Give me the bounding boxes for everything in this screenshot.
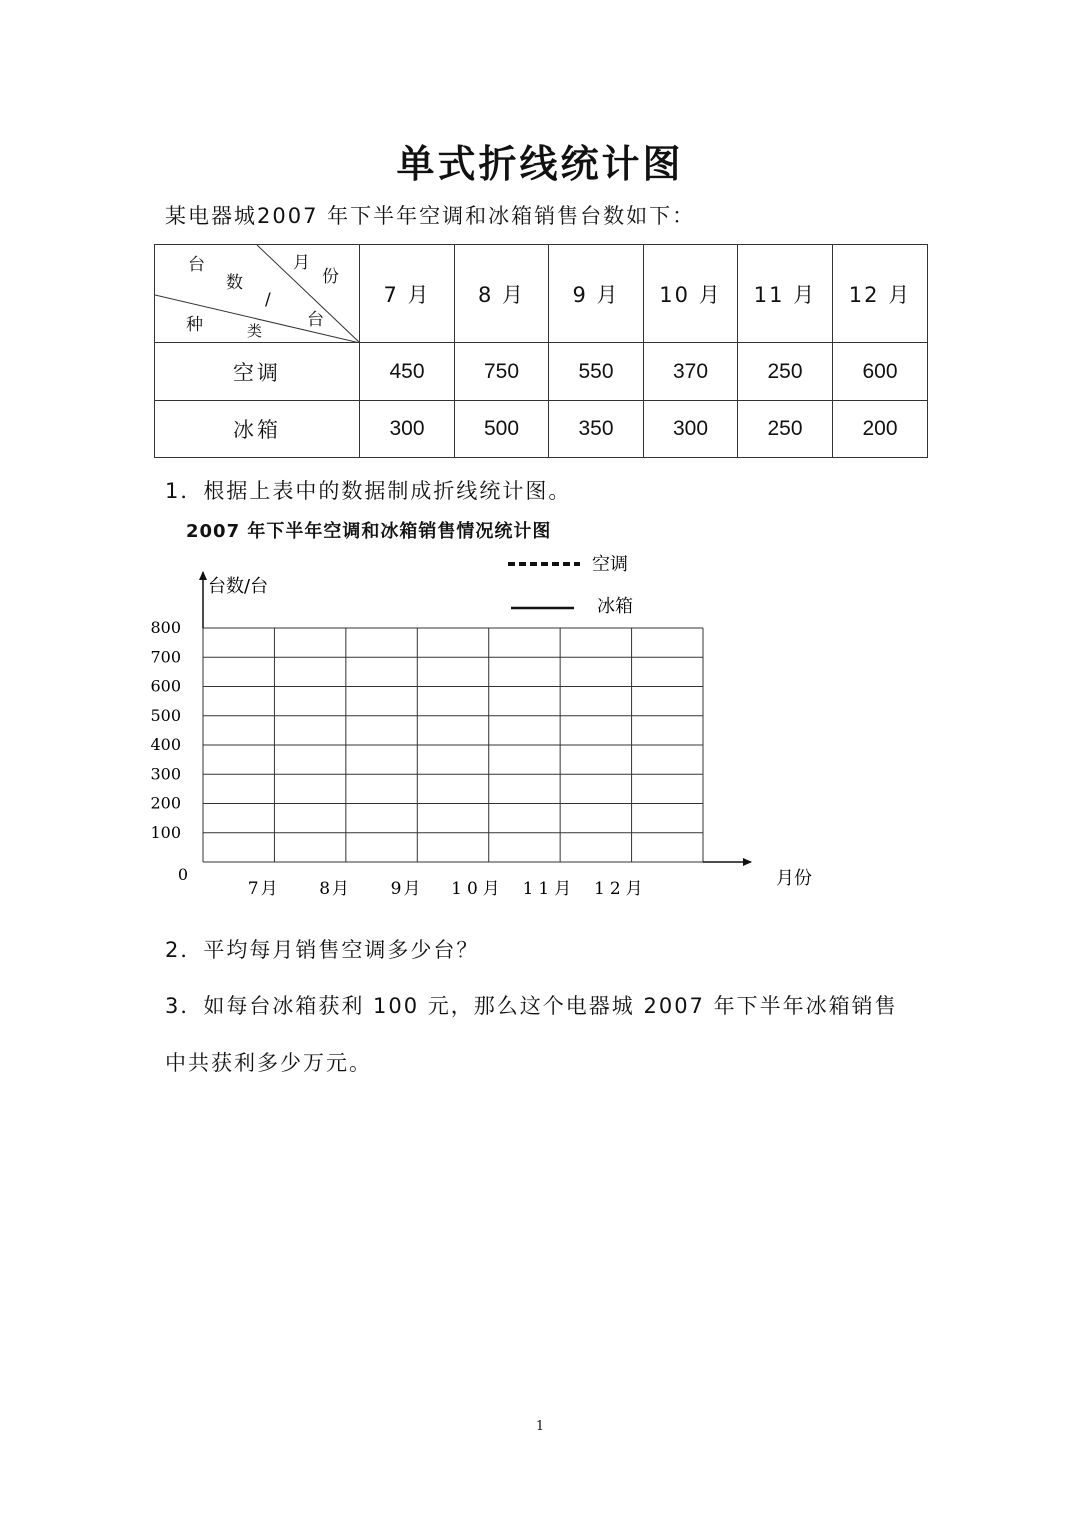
y-tick-label: 400 (150, 735, 181, 754)
x-tick-label: 10月 (451, 879, 505, 899)
month-header: 12 月 (833, 245, 928, 343)
page-title: 单式折线统计图 (396, 141, 684, 186)
x-tick-label: 12月 (594, 879, 648, 899)
line-chart (0, 540, 1080, 910)
month-header: 8 月 (455, 245, 549, 343)
chart-axes (203, 572, 751, 862)
month-header: 7 月 (360, 245, 455, 343)
chart-legend (508, 554, 633, 617)
table-row (155, 401, 928, 458)
page-number: 1 (535, 1419, 545, 1434)
y-tick-label: 200 (150, 793, 181, 813)
y-axis-label: 台数/台 (208, 576, 269, 597)
table-corner-cell (155, 245, 360, 343)
x-tick-labels (248, 879, 648, 899)
table-cell: 370 (644, 343, 738, 401)
month-header: 10 月 (644, 245, 738, 343)
table-cell: 450 (360, 343, 455, 401)
corner-label-shu: 数 (226, 273, 243, 293)
y-tick-label: 0 (177, 865, 188, 884)
table-cell: 600 (833, 343, 928, 401)
corner-label-slash: / (265, 290, 271, 310)
table-cell: 300 (360, 401, 455, 458)
y-tick-labels (150, 618, 188, 884)
question-2: 2．平均每月销售空调多少台？ (165, 938, 480, 962)
question-3-line-1: 3．如每台冰箱获利 100 元，那么这个电器城 2007 年下半年冰箱销售 (165, 994, 898, 1018)
corner-label-yue: 月 (293, 253, 310, 273)
legend-label-fridge: 冰箱 (597, 596, 633, 617)
corner-label-fen: 份 (322, 267, 339, 287)
table-cell: 300 (644, 401, 738, 458)
row-label-aircon: 空调 (155, 343, 360, 401)
table-row (155, 343, 928, 401)
x-tick-label: 9月 (390, 879, 423, 899)
table-cell: 550 (549, 343, 644, 401)
corner-label-tai2: 台 (307, 310, 324, 330)
x-tick-label: 11月 (522, 879, 577, 899)
y-tick-label: 500 (150, 705, 181, 725)
sales-table (154, 244, 928, 458)
y-tick-label: 800 (150, 618, 181, 637)
table-cell: 750 (455, 343, 549, 401)
corner-label-tai: 台 (188, 255, 205, 275)
y-tick-label: 100 (150, 822, 181, 842)
table-cell: 500 (455, 401, 549, 458)
question-3-line-2: 中共获利多少万元。 (165, 1051, 372, 1075)
corner-label-zhong: 种 (186, 315, 203, 335)
x-axis-label: 月份 (776, 868, 812, 889)
row-label-fridge: 冰箱 (155, 401, 360, 458)
intro-text: 某电器城2007 年下半年空调和冰箱销售台数如下： (165, 204, 696, 228)
corner-label-lei: 类 (247, 322, 263, 340)
x-tick-label: 8月 (319, 879, 352, 899)
x-tick-label: 7月 (247, 879, 280, 899)
month-header: 9 月 (549, 245, 644, 343)
month-header: 11 月 (738, 245, 833, 343)
table-cell: 250 (738, 343, 833, 401)
legend-label-aircon: 空调 (592, 554, 628, 575)
table-cell: 350 (549, 401, 644, 458)
y-tick-label: 600 (150, 676, 181, 696)
y-tick-label: 700 (150, 647, 181, 667)
chart-title: 2007 年下半年空调和冰箱销售情况统计图 (186, 521, 552, 542)
table-cell: 250 (738, 401, 833, 458)
question-1: 1．根据上表中的数据制成折线统计图。 (165, 479, 572, 503)
y-tick-label: 300 (150, 764, 181, 784)
chart-grid (203, 628, 703, 862)
table-header-row (155, 245, 928, 343)
table-cell: 200 (833, 401, 928, 458)
